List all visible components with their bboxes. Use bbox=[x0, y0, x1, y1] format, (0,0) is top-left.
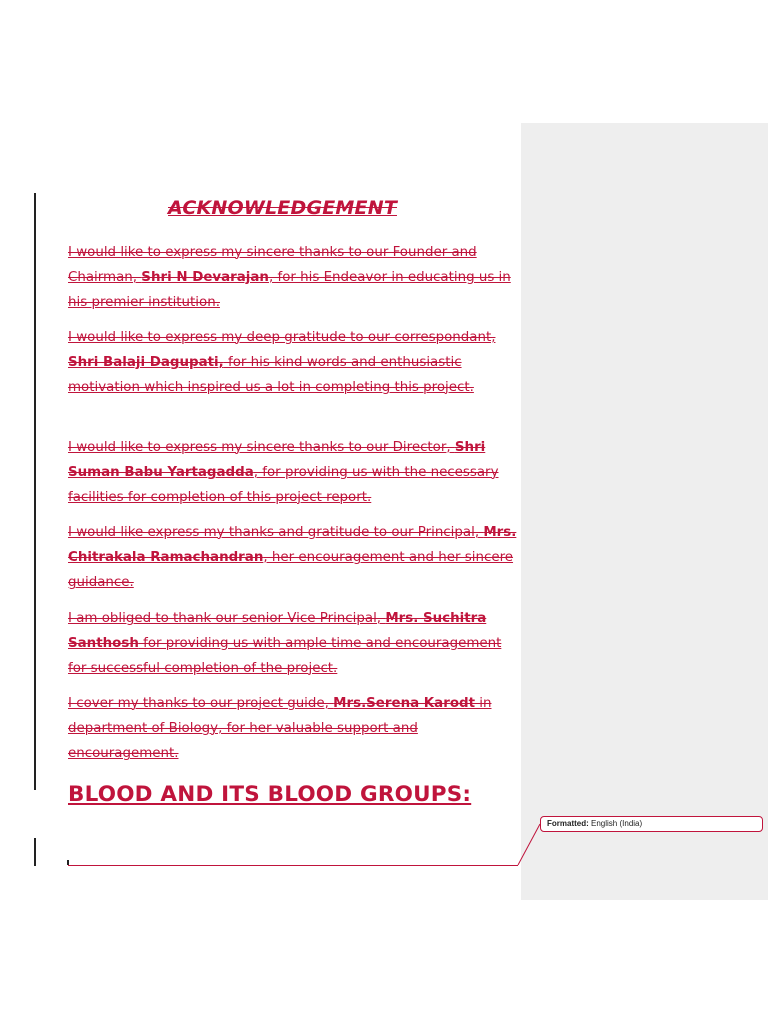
paragraph-text: , for providing us with the necessary facilities for completion of this project report. bbox=[68, 465, 499, 505]
paragraph-founder bbox=[68, 240, 520, 315]
paragraph-text: I cover my thanks to our project guide, bbox=[68, 696, 334, 711]
paragraph-text: I am obliged to thank our senior Vice Principal, bbox=[68, 611, 386, 626]
change-bar bbox=[34, 838, 36, 866]
person-name: Shri Balaji Dagupati, bbox=[68, 355, 224, 370]
paragraph-text: I would like express my thanks and gratitude to our Principal, bbox=[68, 525, 484, 540]
change-bar bbox=[34, 193, 36, 790]
format-comment-balloon[interactable] bbox=[540, 816, 763, 832]
person-name: Mrs.Serena Karodt bbox=[333, 696, 476, 711]
paragraph-text: , for his Endeavor in educating us in his premier institution. bbox=[68, 270, 511, 310]
balloon-label: Formatted: bbox=[547, 819, 589, 828]
paragraph-text: for his kind words and enthusiastic motivation which inspired us a lot in completing this project. bbox=[68, 355, 474, 395]
paragraph-text: for providing us with ample time and encouragement for successful completion of the project. bbox=[68, 636, 502, 676]
section-heading: BLOOD AND ITS BLOOD GROUPS: bbox=[68, 782, 472, 807]
paragraph-correspondent bbox=[68, 325, 520, 400]
paragraph-text: I would like to express my sincere thanks to our Director, bbox=[68, 440, 455, 455]
person-name: Mrs. Suchitra Santhosh bbox=[68, 611, 487, 651]
paragraph-principal bbox=[68, 520, 520, 595]
person-name: Shri Suman Babu Yartagadda bbox=[68, 440, 486, 480]
paragraph-text: I would like to express my deep gratitude to our correspondant, bbox=[68, 330, 496, 345]
document-title: ACKNOWLEDGEMENT bbox=[168, 197, 397, 219]
paragraph-director bbox=[68, 435, 520, 510]
paragraph-project-guide bbox=[68, 691, 520, 766]
paragraph-text: , her encouragement and her sincere guidance. bbox=[68, 550, 514, 590]
paragraph-vice-principal bbox=[68, 606, 520, 681]
person-name: Shri N Devarajan bbox=[141, 270, 269, 285]
balloon-value: English (India) bbox=[591, 819, 643, 828]
markup-pane bbox=[521, 123, 768, 900]
paragraph-text: in department of Biology, for her valuable support and encouragement. bbox=[68, 696, 492, 761]
person-name: Mrs. Chitrakala Ramachandran bbox=[68, 525, 517, 565]
revision-line bbox=[68, 865, 518, 866]
paragraph-text: I would like to express my sincere thanks to our Founder and Chairman, bbox=[68, 245, 477, 285]
